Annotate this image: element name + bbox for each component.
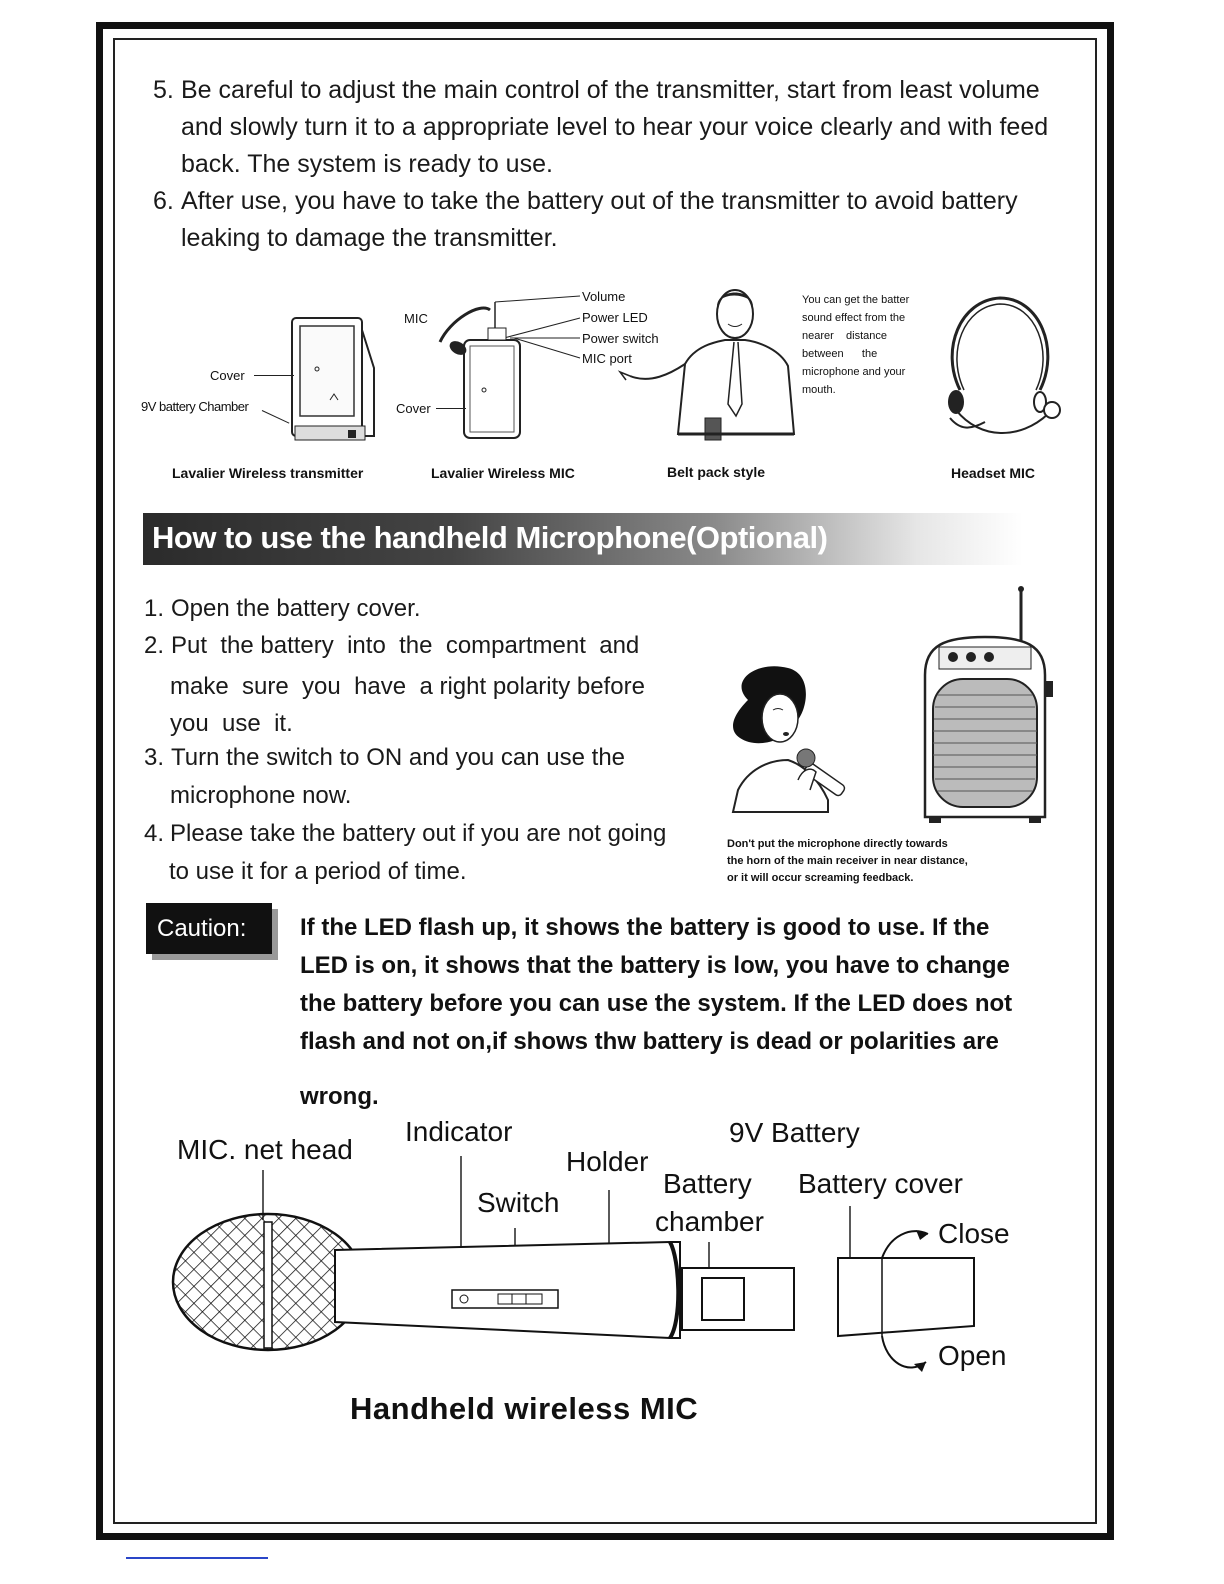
handheld-step-1: 1. Open the battery cover. (144, 595, 421, 622)
section-title-banner (143, 513, 1023, 565)
handheld-mic-diagram (160, 1150, 1040, 1390)
handheld-step-4: 4. Please take the battery out if you are not going to use it for a period of time. (144, 820, 667, 885)
holder-label: Holder (566, 1146, 649, 1177)
headset-caption: Headset MIC (951, 465, 1036, 481)
transmitter-illustration (270, 308, 380, 458)
battery-cover-label: Battery cover (798, 1168, 963, 1199)
belt-pack-person-illustration (600, 284, 800, 460)
lavalier-cover-label: Cover (396, 401, 431, 416)
lavalier-mic-caption: Lavalier Wireless MIC (431, 465, 575, 481)
lavalier-mic-port-label: MIC port (582, 351, 632, 366)
battery-9v-label: 9V Battery (729, 1117, 860, 1148)
handheld-mic-caption: Handheld wireless MIC (350, 1391, 699, 1426)
caution-line-2: LED is on, it shows that the battery is low, you have to change (300, 952, 1010, 979)
transmitter-cover-leader (254, 375, 294, 376)
step-6: 6. After use, you have to take the battery out of the transmitter to avoid battery leaking to damage the transmitter. (153, 187, 1018, 252)
lavalier-volume-label: Volume (582, 289, 626, 304)
caution-badge: Caution: (146, 903, 272, 954)
transmitter-chamber-label: 9V battery Chamber (141, 399, 249, 414)
caution-line-4: flash and not on,if shows thw battery is dead or polarities are (300, 1028, 999, 1055)
close-label: Close (938, 1218, 1010, 1249)
switch-label: Switch (477, 1187, 560, 1218)
belt-note: You can get the batter sound effect from the nearer distance between the microphone and your mouth. (802, 294, 910, 396)
battery-chamber-label-1: Battery (663, 1168, 752, 1199)
caution-line-5: wrong. (300, 1083, 379, 1110)
speaker-note: Don't put the microphone directly towards the horn of the main receiver in near distance, or it will occur screaming feedback. (727, 838, 968, 884)
belt-pack-caption: Belt pack style (667, 464, 766, 480)
caution-line-3: the battery before you can use the system. If the LED does not (300, 990, 1013, 1017)
transmitter-caption: Lavalier Wireless transmitter (172, 465, 364, 481)
speaker-receiver-illustration (905, 585, 1065, 830)
caution-line-1: If the LED flash up, it shows the battery is good to use. If the (300, 914, 990, 941)
transmitter-cover-label: Cover (210, 368, 245, 383)
indicator-label: Indicator (405, 1116, 513, 1147)
lavalier-power-led-label: Power LED (582, 310, 648, 325)
lavalier-power-switch-label: Power switch (582, 331, 659, 346)
handheld-step-2: 2. Put the battery into the compartment and make sure you have a right polarity before you use it. (144, 632, 645, 737)
lavalier-mic-illustration (420, 292, 600, 472)
open-label: Open (938, 1340, 1007, 1371)
headset-mic-illustration (930, 290, 1070, 450)
net-head-label: MIC. net head (177, 1134, 353, 1165)
section-title: How to use the handheld Microphone(Optional) (152, 520, 828, 555)
step-5: 5. Be careful to adjust the main control of the transmitter, start from least volume and slowly turn it to a appropriate level to hear your voice clearly and with feed back. The system is ready to use. (153, 76, 1049, 178)
battery-chamber-label-2: chamber (655, 1206, 764, 1237)
woman-with-microphone-illustration (718, 660, 868, 820)
lavalier-cover-leader (436, 408, 466, 409)
footer-link-underline (126, 1557, 268, 1559)
lavalier-mic-label: MIC (404, 311, 428, 326)
handheld-step-3: 3. Turn the switch to ON and you can use the microphone now. (144, 744, 626, 809)
